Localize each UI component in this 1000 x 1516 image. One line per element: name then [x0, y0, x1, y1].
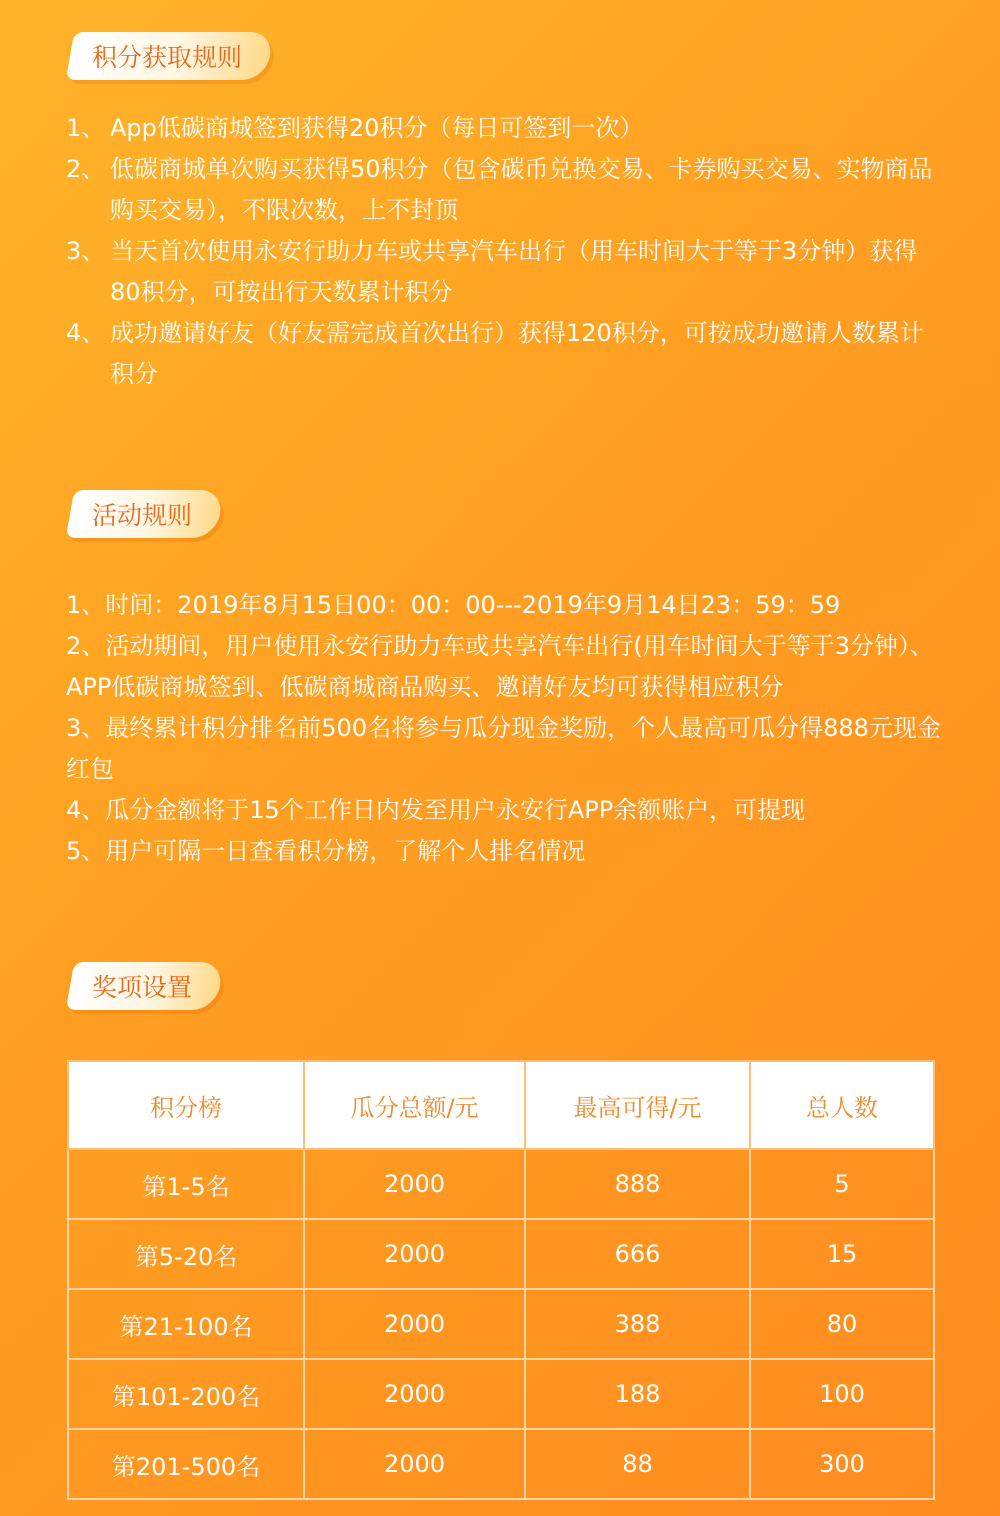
table-row	[68, 1289, 934, 1359]
column-header: 瓜分总额/元	[304, 1061, 525, 1149]
section-title-points-rules: 积分获取规则	[66, 32, 274, 80]
table-row	[68, 1149, 934, 1219]
list-item: 2、 低碳商城单次购买获得50积分（包含碳币兑换交易、卡券购买交易、实物商品购买交易），不限次数，上不封顶	[66, 155, 933, 224]
table-row	[68, 1219, 934, 1289]
section-title-prize-settings: 奖项设置	[66, 962, 224, 1010]
list-item: 1、 App低碳商城签到获得20积分（每日可签到一次）	[66, 114, 644, 142]
table-cell: 第21-100名	[68, 1289, 304, 1359]
column-header: 总人数	[750, 1061, 934, 1149]
list-item: 5、用户可隔一日查看积分榜，了解个人排名情况	[66, 837, 586, 865]
list-item: 2、活动期间，用户使用永安行助力车或共享汽车出行(用车时间大于等于3分钟）、APP低碳商城签到、低碳商城商品购买、邀请好友均可获得相应积分	[66, 632, 934, 701]
table-cell: 100	[750, 1359, 934, 1429]
table-cell: 2000	[304, 1289, 525, 1359]
table-cell: 2000	[304, 1149, 525, 1219]
table-cell: 第201-500名	[68, 1429, 304, 1499]
column-header: 最高可得/元	[525, 1061, 750, 1149]
table-cell: 80	[750, 1289, 934, 1359]
table-header-row	[68, 1061, 934, 1149]
table-cell: 188	[525, 1359, 750, 1429]
prize-table	[67, 1060, 935, 1500]
list-item: 4、瓜分金额将于15个工作日内发至用户永安行APP余额账户，可提现	[66, 796, 806, 824]
table-cell: 第5-20名	[68, 1219, 304, 1289]
list-item: 1、时间：2019年8月15日00：00：00---2019年9月14日23：59：59	[66, 591, 841, 619]
list-item: 3、 当天首次使用永安行助力车或共享汽车出行（用车时间大于等于3分钟）获得80积分，可按出行天数累计积分	[66, 237, 918, 306]
table-cell: 888	[525, 1149, 750, 1219]
section-title-activity-rules: 活动规则	[66, 490, 224, 538]
column-header: 积分榜	[68, 1061, 304, 1149]
table-cell: 15	[750, 1219, 934, 1289]
table-cell: 第101-200名	[68, 1359, 304, 1429]
table-row	[68, 1359, 934, 1429]
table-cell: 5	[750, 1149, 934, 1219]
table-cell: 666	[525, 1219, 750, 1289]
table-cell: 300	[750, 1429, 934, 1499]
table-cell: 2000	[304, 1219, 525, 1289]
table-cell: 88	[525, 1429, 750, 1499]
table-cell: 2000	[304, 1359, 525, 1429]
table-row	[68, 1429, 934, 1499]
table-cell: 2000	[304, 1429, 525, 1499]
points-rules-list	[66, 108, 946, 395]
table-cell: 第1-5名	[68, 1149, 304, 1219]
list-item: 4、 成功邀请好友（好友需完成首次出行）获得120积分，可按成功邀请人数累计积分	[66, 319, 924, 388]
table-cell: 388	[525, 1289, 750, 1359]
list-item: 3、最终累计积分排名前500名将参与瓜分现金奖励，个人最高可瓜分得888元现金红包	[66, 714, 941, 783]
activity-rules-list	[66, 585, 946, 872]
